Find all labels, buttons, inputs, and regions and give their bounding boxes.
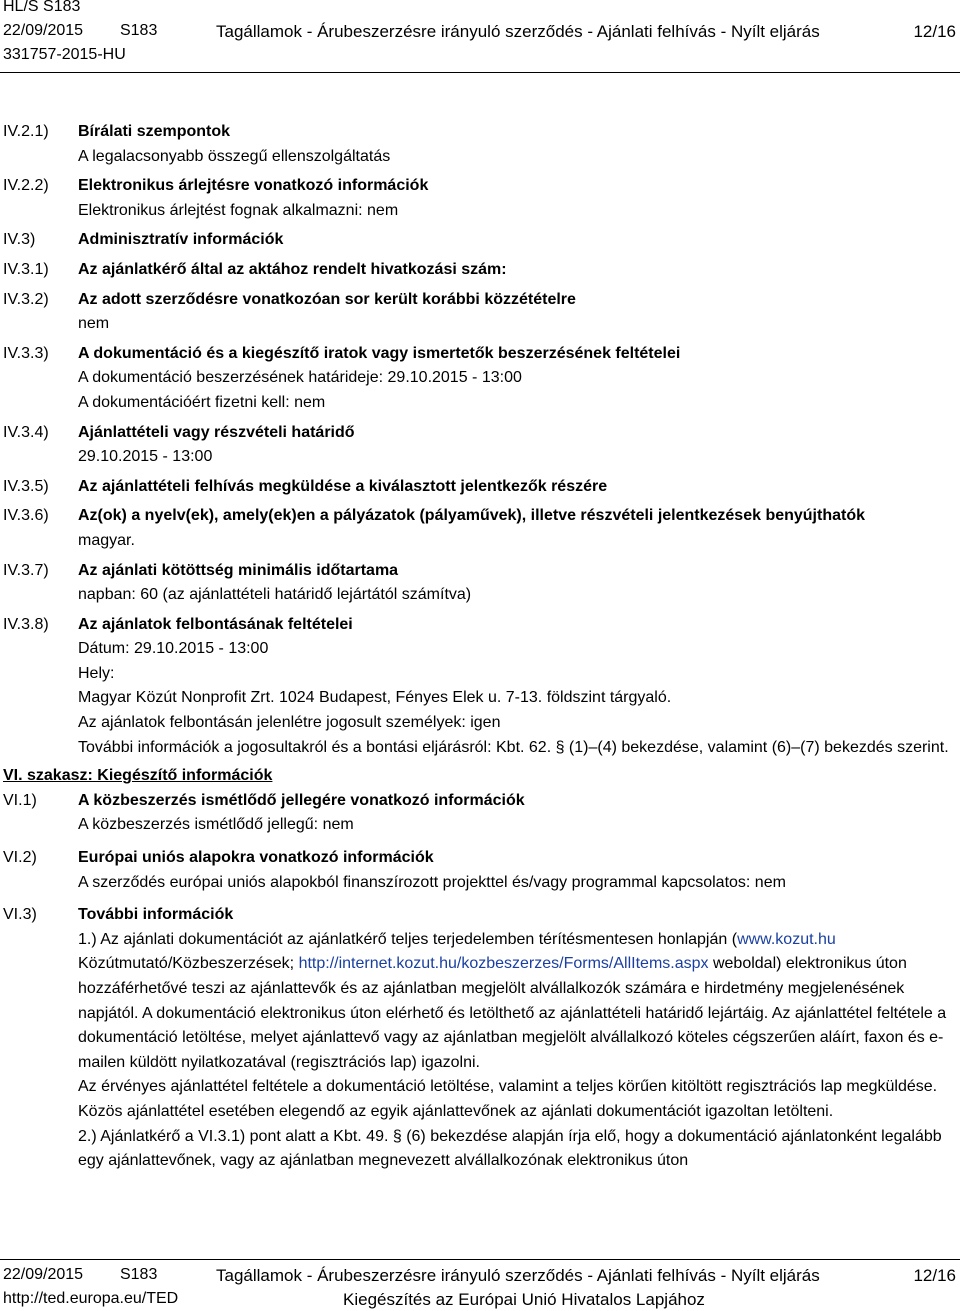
section-number: IV.3) [3,231,36,249]
section-number: IV.3.6) [3,507,49,525]
header-date: 22/09/2015 [3,22,84,39]
section-number: IV.3.7) [3,561,49,579]
section-heading: További információk [78,906,234,924]
section-line: Magyar Közút Nonprofit Zrt. 1024 Budapest, Fényes Elek u. 7-13. földszint tárgyaló. [78,689,672,707]
footer-subtitle: Kiegészítés az Európai Unió Hivatalos Lapjához [343,1290,705,1309]
section-row [0,559,960,608]
section-line: magyar. [78,531,135,549]
section-line: Elektronikus árlejtést fognak alkalmazni: nem [78,201,399,219]
section-row [0,475,960,500]
section-body [78,258,960,283]
section-row [0,342,960,416]
page-header [0,0,960,70]
section-body [78,174,960,223]
section-heading: Adminisztratív információk [78,231,284,249]
section-row [0,421,960,470]
kozut-link[interactable]: www.kozut.hu [737,930,836,948]
paragraph-1: 1.) Az ajánlati dokumentációt az ajánlatkérő teljes terjedelemben térítésmentesen honlapján (www.kozut.hu Közútmutató/Közbeszerzések; http://internet.kozut.hu/kozbeszerzes/Forms/AllItems.aspx weboldal) elektronikus úton hozzáférhetővé teszi az ajánlattevők és az ajánlatban megjelölt alvállalkozók számára e hirdetmény megjelenésének napjától. A dokumentáció elektronikus úton elérhető és letölthető az ajánlattételi határidő lejártáig. Az ajánlattétel feltétele a dokumentáció letöltése, melyet ajánlattevő vagy az ajánlatban megjelölt alvállalkozó köteles cégszerűen aláírt, faxon és e-mailen küldött nyilatkozatával (regisztrációs lap) igazolni. [78,930,947,1071]
section-row [0,613,960,761]
footer-issue: S183 [119,1266,158,1283]
header-code: HL/S S183 [3,0,81,15]
section-line: Az ajánlatok felbontásán jelenlétre jogosult személyek: igen [78,714,501,732]
section-row [0,504,960,553]
section-row [0,174,960,223]
section-heading: A közbeszerzés ismétlődő jellegére vonatkozó információk [78,791,525,809]
paragraph-2: Az érvényes ajánlattétel feltétele a dokumentáció letöltése, valamint a teljes körűen kitöltött regisztrációs lap megküldése. Közös ajánlattétel esetében elegendő az egyik ajánlattevőnek az ajánlati dokumentációt igazoltan letölteni. [78,1078,938,1120]
section-body [78,504,960,553]
section-number: IV.2.2) [3,177,49,195]
page-footer [0,1260,960,1311]
section-body [78,342,960,416]
section-heading: Bírálati szempontok [78,123,231,140]
section-line: A szerződés európai uniós alapokból finanszírozott projekttel és/vagy programmal kapcsolatos: nem [78,873,786,891]
section-body [78,288,960,337]
section-heading: Az ajánlati kötöttség minimális időtartama [78,561,399,579]
section-line: 29.10.2015 - 13:00 [78,448,213,466]
section-body [78,903,960,1174]
kozbeszerzes-link[interactable]: http://internet.kozut.hu/kozbeszerzes/Forms/AllItems.aspx [298,955,709,973]
section-body [78,559,960,608]
footer-date: 22/09/2015 [3,1266,84,1283]
header-title: Tagállamok - Árubeszerzésre irányuló szerződés - Ajánlati felhívás - Nyílt eljárás [216,22,820,41]
section-line: A közbeszerzés ismétlődő jellegű: nem [78,816,354,834]
section-body [78,421,960,470]
section-number: IV.3.8) [3,615,49,633]
section-heading: A dokumentáció és a kiegészítő iratok vagy ismertetők beszerzésének feltételei [78,344,681,362]
section-heading: Az adott szerződésre vonatkozóan sor került korábbi közzétételre [78,290,576,308]
section-row [0,258,960,283]
section-heading: Európai uniós alapokra vonatkozó információk [78,849,434,867]
section-iv-list [0,120,960,760]
section-line: A legalacsonyabb összegű ellenszolgáltatás [78,147,391,165]
section-body [78,228,960,253]
header-rule [0,72,960,73]
section-row [0,846,960,895]
section-vi-list [0,789,960,895]
section-heading: Ajánlattételi vagy részvételi határidő [78,423,355,441]
section-body [78,789,960,838]
section-number: IV.3.4) [3,423,49,441]
section-heading: Az ajánlatkérő által az aktához rendelt hivatkozási szám: [78,260,507,278]
document-body [0,120,960,1174]
section-heading: Az ajánlattételi felhívás megküldése a kiválasztott jelentkezők részére [78,477,608,495]
footer-url[interactable]: http://ted.europa.eu/TED [3,1290,179,1307]
footer-date-issue [3,1266,157,1284]
header-date-issue [3,22,157,40]
header-page: 12/16 [913,22,956,41]
header-doc-id: 331757-2015-HU [3,46,126,63]
section-line: Hely: [78,664,115,682]
section-row [0,120,960,169]
section-number: IV.3.5) [3,477,49,495]
section-body [78,613,960,761]
section-body [78,120,960,169]
section-number: IV.3.2) [3,290,49,308]
section-row [0,789,960,838]
section-line: A dokumentációért fizetni kell: nem [78,393,326,411]
section-heading: Elektronikus árlejtésre vonatkozó információk [78,177,429,195]
header-issue: S183 [119,22,158,39]
section-line: nem [78,315,110,333]
section-line: További információk a jogosultakról és a bontási eljárásról: Kbt. 62. § (1)–(4) bekezdése, valamint (6)–(7) bekezdés szerint. [78,738,949,756]
section-number: VI.3) [3,906,37,924]
section-row [0,288,960,337]
footer-title: Tagállamok - Árubeszerzésre irányuló szerződés - Ajánlati felhívás - Nyílt eljárás [216,1266,820,1285]
section-line: Dátum: 29.10.2015 - 13:00 [78,640,269,658]
section-line: A dokumentáció beszerzésének határideje: 29.10.2015 - 13:00 [78,369,522,387]
footer-page: 12/16 [913,1266,956,1285]
section-body [78,475,960,500]
section-number: IV.3.3) [3,344,49,362]
section-number: IV.2.1) [3,123,49,140]
section-number: VI.1) [3,791,37,809]
section-body [78,846,960,895]
section-line: napban: 60 (az ajánlattételi határidő lejártától számítva) [78,586,472,604]
section-heading: Az(ok) a nyelv(ek), amely(ek)en a pályázatok (pályaművek), illetve részvételi jelentkezések benyújthatók [78,507,865,525]
section-number: IV.3.1) [3,260,49,278]
paragraph-3: 2.) Ajánlatkérő a VI.3.1) pont alatt a Kbt. 49. § (6) bekezdése alapján írja elő, hogy a dokumentáció ajánlatonként legalább egy ajánlattevőnek, vagy az ajánlatban megnevezett alvállalkozónak elektronikus úton [78,1127,942,1170]
section-row [0,228,960,253]
section-vi-title: VI. szakasz: Kiegészítő információk [3,767,273,785]
section-vi3 [0,903,960,1174]
section-number: VI.2) [3,849,37,867]
section-heading: Az ajánlatok felbontásának feltételei [78,615,353,633]
